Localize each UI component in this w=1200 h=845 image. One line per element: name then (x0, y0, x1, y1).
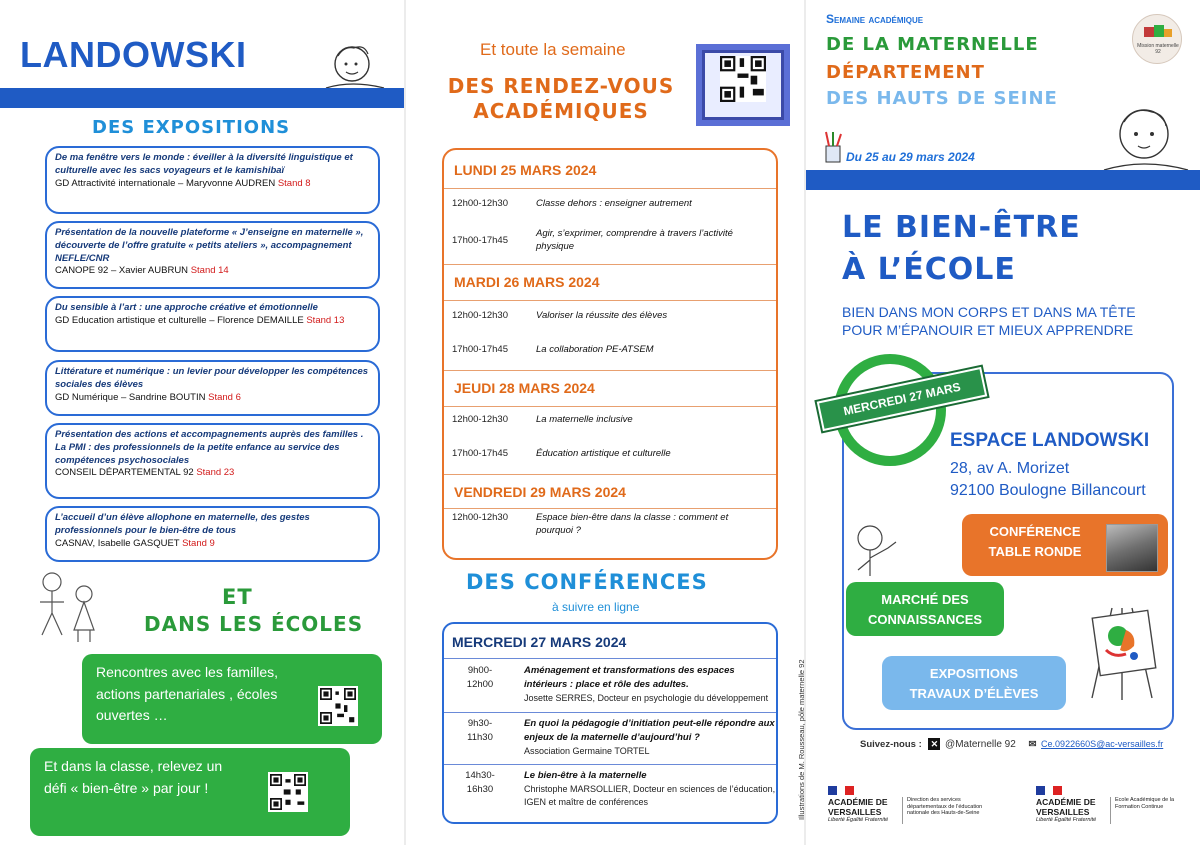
expo-title: Présentation de la nouvelle plateforme « J’enseigne en maternelle », découverte de l’offre gratuite « petits ateliers », accompagnement NEFLE/CNR (55, 227, 364, 264)
schedule-time: 12h00-12h30 (452, 310, 508, 321)
mail-icon: ✉ (1028, 739, 1037, 750)
expo-title: L’accueil d’un élève allophone en maternelle, des gestes professionnels pour le bien-être de tous (55, 512, 310, 536)
divider (444, 300, 776, 301)
button-line-2: TABLE RONDE (988, 543, 1082, 559)
french-flag-icon (1036, 786, 1062, 795)
expo-author: CASNAV, Isabelle GASQUET (55, 537, 180, 549)
address-line-2: 92100 Boulogne Billancourt (950, 482, 1146, 500)
schedule-desc: Éducation artistique et culturelle (536, 448, 671, 459)
academie-name: ACADÉMIE DE VERSAILLES (1036, 797, 1096, 818)
schedule-desc: Valoriser la réussite des élèves (536, 310, 668, 321)
schedule-day: VENDREDI 29 MARS 2024 (454, 484, 626, 500)
expo-stand: Stand 9 (182, 537, 215, 549)
subtitle-line-2: POUR M’ÉPANOUIR ET MIEUX APPRENDRE (842, 321, 1134, 338)
divider (444, 370, 776, 371)
divider (444, 508, 776, 509)
time-start: 9h30- (467, 718, 493, 729)
expo-title: De ma fenêtre vers le monde : éveiller à la diversité linguistique et culturelle avec les sacs voyageurs et le kamishibaï (55, 152, 353, 176)
divider (444, 188, 776, 189)
button-line-2: CONNAISSANCES (867, 611, 983, 627)
child-head-sketch-icon (322, 40, 386, 90)
button-line-1: CONFÉRENCE (989, 524, 1081, 539)
conference-day: MERCREDI 27 MARS 2024 (452, 634, 627, 650)
conferences-title: DES CONFÉRENCES (466, 570, 708, 594)
landowski-title: LANDOWSKI (20, 34, 247, 75)
rdv-line-2: ACADÉMIQUES (473, 99, 649, 123)
expo-stand: Stand 6 (208, 391, 241, 403)
address-line-1: 28, av A. Morizet (950, 460, 1070, 477)
bien-etre-subtitle (842, 304, 1136, 339)
bien-etre-title-line-2: À L’ÉCOLE (842, 252, 1016, 287)
button-line-1: MARCHÉ DES (881, 592, 969, 607)
venue-address (950, 458, 1146, 503)
conference-time (450, 769, 510, 798)
expo-author: CANOPE 92 – Xavier AUBRUN (55, 265, 189, 277)
time-end: 11h30 (467, 732, 493, 744)
date-ribbon: MERCREDI 27 MARS (817, 367, 988, 431)
academie-motto: Liberté Égalité Fraternité (1036, 817, 1097, 824)
children-sketch-icon (30, 568, 110, 648)
left-panel (0, 0, 404, 845)
middle-panel (406, 0, 804, 845)
x-twitter-icon[interactable]: ✕ (928, 738, 940, 750)
rdv-title (446, 74, 676, 124)
child-head-sketch-icon (1100, 100, 1190, 172)
expo-stand: Stand 14 (190, 265, 229, 277)
conference-time (450, 717, 510, 746)
time-start: 14h30- (465, 770, 495, 781)
divider (444, 264, 776, 265)
expo-title: Du sensible à l’art : une approche créative et émotionnelle (55, 302, 318, 313)
bien-etre-title-line-1: LE BIEN-ÊTRE (842, 210, 1081, 245)
conference-desc (524, 664, 776, 705)
conference-desc (524, 717, 776, 758)
expo-stand: Stand 13 (306, 314, 345, 326)
schedule-time: 12h00-12h30 (452, 414, 508, 425)
divider (444, 764, 776, 765)
divider (444, 658, 776, 659)
conference-title: En quoi la pédagogie d’initiation peut-elle répondre aux enjeux de la maternelle d’aujourd’hui ? (524, 718, 775, 743)
logo-block (1154, 25, 1164, 37)
rdv-line-1: DES RENDEZ-VOUS (447, 74, 675, 98)
expo-box (45, 221, 380, 289)
schedule-desc: La maternelle inclusive (536, 414, 633, 425)
schedule-day: JEUDI 28 MARS 2024 (454, 380, 595, 396)
expositions-title: DES EXPOSITIONS (92, 117, 291, 138)
title-departement: DÉPARTEMENT (826, 62, 985, 83)
expo-box (45, 360, 380, 416)
divider (444, 406, 776, 407)
conference-speaker: Association Germaine TORTEL (524, 745, 650, 756)
academie-name: ACADÉMIE DE VERSAILLES (828, 797, 888, 818)
schedule-day: MARDI 26 MARS 2024 (454, 274, 600, 290)
time-end: 12h00 (466, 679, 494, 691)
expositions-travaux-button[interactable] (882, 656, 1066, 710)
expo-box (45, 296, 380, 352)
blue-band (0, 88, 404, 108)
schedule-time: 17h00-17h45 (452, 448, 508, 459)
expo-title: Littérature et numérique : un levier pour développer les compétences sociales des élèves (55, 366, 369, 390)
mission-logo-text: Mission maternelle 92 (1137, 43, 1179, 55)
semaine-academique: Semaine académique (826, 12, 924, 26)
expo-author: GD Attractivité internationale – Maryvonne AUDREN (55, 177, 276, 189)
time-start: 9h00- (467, 665, 493, 676)
time-end: 16h30 (466, 784, 494, 796)
right-panel (806, 0, 1200, 845)
divider (444, 474, 776, 475)
conference-time (450, 664, 510, 693)
logo-block (1164, 29, 1172, 37)
academie-motto: Liberté Égalité Fraternité (828, 817, 889, 824)
blue-band (806, 170, 1200, 190)
schedule-desc: Classe dehors : enseigner autrement (536, 198, 692, 209)
academie-logo-efc (1036, 786, 1196, 824)
logo-block (1144, 27, 1154, 37)
social-row (860, 738, 1163, 750)
credit-text: Illustrations de M. Rousseau, pôle maternelle 92 (797, 659, 806, 820)
schedule-day: LUNDI 25 MARS 2024 (454, 162, 597, 178)
title-hauts-de-seine: DES HAUTS DE SEINE (826, 88, 1058, 109)
conferences-box (442, 622, 778, 824)
conference-desc (524, 769, 776, 809)
semaine-subtitle: Et toute la semaine (480, 40, 626, 59)
title-maternelle: DE LA MATERNELLE (826, 34, 1039, 55)
expo-author: GD Education artistique et culturelle – Florence DEMAILLE (55, 314, 304, 326)
schedule-time: 17h00-17h45 (452, 344, 508, 355)
expo-box (45, 506, 380, 562)
mission-maternelle-logo (1132, 14, 1182, 64)
academie-service: Direction des services départementaux de l’éducation nationale des Hauts-de-Seine (902, 797, 992, 824)
schedule-time: 12h00-12h30 (452, 512, 508, 523)
schedule-time: 17h00-17h45 (452, 235, 508, 246)
event-dates: Du 25 au 29 mars 2024 (846, 150, 975, 164)
easel-painting-icon (1082, 600, 1162, 700)
email-link[interactable]: Ce.0922660S@ac-versailles.fr (1041, 739, 1164, 749)
expo-author: GD Numérique – Sandrine BOUTIN (55, 391, 206, 403)
child-waving-sketch-icon (848, 520, 908, 590)
venue-name: ESPACE LANDOWSKI (950, 430, 1150, 451)
conferences-subtitle: à suivre en ligne (552, 600, 640, 614)
green-box-text: Et dans la classe, relevez un défi « bien-être » par jour ! (44, 758, 223, 796)
button-line-2: TRAVAUX D’ÉLÈVES (909, 685, 1039, 701)
conference-title: Aménagement et transformations des espaces intérieurs : place et rôle des adultes. (524, 665, 735, 690)
expo-title: Présentation des actions et accompagnements auprès des familles . La PMI : des professionnels de la petite enfance au service des compétences psychosociales (55, 429, 364, 466)
green-box-text: Rencontres avec les familles, actions partenariales , écoles ouvertes … (96, 664, 279, 724)
dans-les-ecoles-heading: DANS LES ÉCOLES (144, 612, 364, 636)
schedule-desc: Espace bien-être dans la classe : comment et pourquoi ? (536, 512, 729, 536)
qr-code-icon (720, 56, 766, 102)
twitter-handle[interactable]: @Maternelle 92 (945, 739, 1016, 750)
qr-code-icon (268, 772, 308, 812)
qr-code-icon (318, 686, 358, 726)
speaker-photo (1106, 524, 1158, 572)
expo-stand: Stand 23 (196, 467, 235, 479)
expo-author: CONSEIL DÉPARTEMENTAL 92 (55, 467, 194, 479)
pencil-cup-icon (822, 130, 844, 164)
academie-logo-dsden (828, 786, 998, 824)
french-flag-icon (828, 786, 854, 795)
expo-stand: Stand 8 (277, 177, 311, 189)
conference-speaker: Christophe MARSOLLIER, Docteur en sciences de l’éducation, IGEN et maître de conférences (524, 783, 776, 807)
marche-connaissances-button[interactable] (846, 582, 1004, 636)
subtitle-line-1: BIEN DANS MON CORPS ET DANS MA TÊTE (842, 304, 1136, 320)
schedule-time: 12h00-12h30 (452, 198, 508, 209)
schedule-box (442, 148, 778, 560)
schedule-desc: Agir, s’exprimer, comprendre à travers l’activité physique (536, 228, 733, 252)
button-line-1: EXPOSITIONS (929, 666, 1019, 681)
et-heading: ET (222, 585, 253, 609)
expo-box (45, 423, 380, 499)
divider (444, 712, 776, 713)
follow-label: Suivez-nous : (860, 739, 922, 750)
schedule-desc: La collaboration PE-ATSEM (536, 344, 654, 355)
academie-service: Ecole Académique de la Formation Continue (1110, 797, 1190, 824)
expo-box (45, 146, 380, 214)
conference-title: Le bien-être à la maternelle (524, 770, 647, 781)
conference-speaker: Josette SERRES, Docteur en psychologie du développement (524, 692, 769, 703)
qr-code-frame (696, 44, 790, 126)
